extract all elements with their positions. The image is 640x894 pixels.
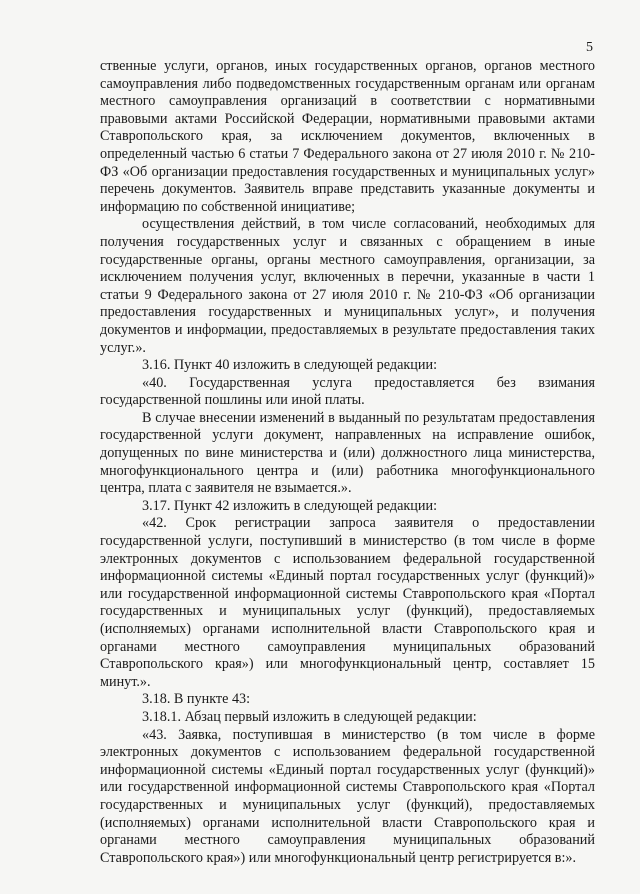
- page-number: 5: [586, 40, 593, 55]
- paragraph-clause-heading: 3.17. Пункт 42 изложить в следующей редакции:: [142, 497, 438, 514]
- paragraph: осуществления действий, в том числе согласований, необходимых для получения государственных услуг и связанных с обращением в иные государственные органы, органы местного самоуправления, организации, за исключением получения услуг, включенных в перечни, указанные в части 1 статьи 9 Федерального закона от 27 июля 2010 г. № 210-ФЗ «Об организации предоставления государственных и муниципальных услуг», и получения документов и информации, предоставляемых в результате предоставления таких услуг.».: [100, 216, 595, 356]
- paragraph: «42. Срок регистрации запроса заявителя о предоставлении государственной услуги, поступивший в министерство (в том числе в форме электронных документов с использованием федеральной государственной информационной системы «Единый портал государственных услуг (функций)» или государственной информационной системы Ставропольского края «Портал государственных и муниципальных услуг (функций), предоставляемых (исполняемых) органами исполнительной власти Ставропольского края и органами местного самоуправления муниципальных образований Ставропольского края») или многофункциональный центр, составляет 15 минут.».: [100, 515, 595, 690]
- paragraph: «43. Заявка, поступившая в министерство (в том числе в форме электронных документов с использованием федеральной государственной информационной системы «Единый портал государственных услуг (функций)» или государственной информационной системы Ставропольского края «Портал государственных и муниципальных услуг (функций), предоставляемых (исполняемых) органами исполнительной власти Ставропольского края и органами местного самоуправления муниципальных образований Ставропольского края») или многофункциональный центр регистрируется в:».: [100, 726, 595, 866]
- paragraph-clause-heading: 3.18. В пункте 43:: [142, 691, 251, 708]
- paragraph-continuation: ственные услуги, органов, иных государственных органов, органов местного самоуправления либо подведомственных государственным органам или органам местного самоуправления организаций в соответствии с нормативными правовыми актами Российской Федерации, нормативными правовыми актами Ставропольского края, за исключением документов, включенных в определенный частью 6 статьи 7 Федерального закона от 27 июля 2010 г. № 210-ФЗ «Об организации предоставления государственных и муниципальных услуг» перечень документов. Заявитель вправе представить указанные документы и информацию по собственной инициативе;: [100, 58, 595, 215]
- paragraph: «40. Государственная услуга предоставляется без взимания государственной пошлины или иной платы.: [100, 374, 595, 409]
- paragraph-clause-heading: 3.18.1. Абзац первый изложить в следующей редакции:: [142, 708, 477, 725]
- paragraph: В случае внесении изменений в выданный по результатам предоставления государственной услуги документ, направленных на исправление ошибок, допущенных по вине министерства и (или) должностного лица министерства, многофункционального центра и (или) работника многофункционального центра, плата с заявителя не взымается.».: [100, 409, 595, 497]
- document-body: [100, 58, 595, 867]
- paragraph-clause-heading: 3.16. Пункт 40 изложить в следующей редакции:: [142, 357, 438, 374]
